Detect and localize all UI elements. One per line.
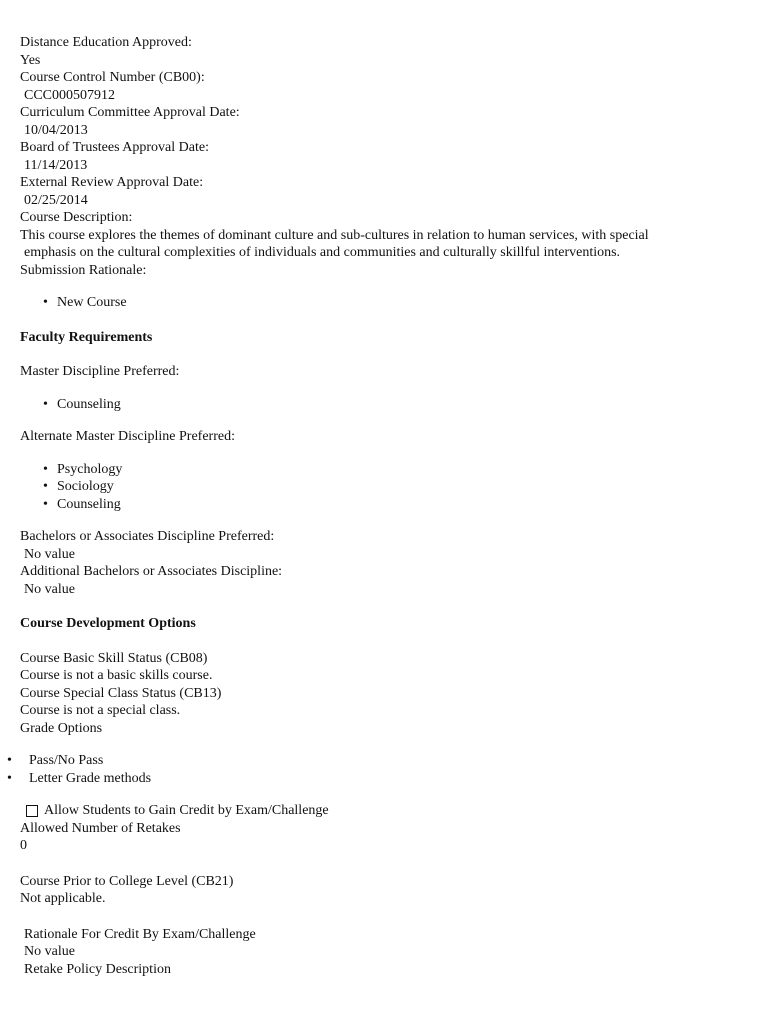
course-description-line: emphasis on the cultural complexities of individuals and communities and culturally skillful interventions. bbox=[24, 245, 621, 260]
board-approval-date: 11/14/2013 bbox=[24, 157, 88, 173]
additional-bachelors-value: No value bbox=[24, 581, 75, 597]
additional-bachelors-label: Additional Bachelors or Associates Discipline: bbox=[20, 564, 283, 579]
credit-by-exam-checkbox[interactable] bbox=[26, 805, 38, 817]
credit-by-exam-row bbox=[20, 802, 750, 820]
list-item: • Sociology bbox=[20, 478, 750, 496]
credit-by-exam-label: Allow Students to Gain Credit by Exam/Challenge bbox=[44, 803, 329, 818]
external-review-label: External Review Approval Date: bbox=[20, 175, 204, 190]
prior-college-level-label: Course Prior to College Level (CB21) bbox=[20, 873, 234, 889]
course-description-label: Course Description: bbox=[20, 210, 133, 225]
course-control-number-label: Course Control Number (CB00): bbox=[20, 70, 205, 85]
master-discipline-label: Master Discipline Preferred: bbox=[20, 364, 180, 379]
bachelors-discipline-label: Bachelors or Associates Discipline Preferred: bbox=[20, 529, 275, 544]
course-control-number-value: CCC000507912 bbox=[24, 87, 116, 103]
list-item: • Pass/No Pass bbox=[20, 752, 750, 770]
course-description-line: This course explores the themes of dominant culture and sub-cultures in relation to human services, with special bbox=[20, 227, 649, 243]
bachelors-discipline-value: No value bbox=[24, 546, 75, 562]
list-item: • Counseling bbox=[20, 396, 750, 414]
external-review-date: 02/25/2014 bbox=[24, 192, 88, 208]
distance-education-label: Distance Education Approved: bbox=[20, 35, 192, 50]
allowed-retakes-label: Allowed Number of Retakes bbox=[20, 820, 181, 836]
special-class-status-value: Course is not a special class. bbox=[20, 703, 181, 718]
credit-exam-rationale-value: No value bbox=[24, 944, 75, 959]
special-class-status-label: Course Special Class Status (CB13) bbox=[20, 685, 222, 701]
allowed-retakes-value: 0 bbox=[20, 838, 27, 853]
list-item: • Counseling bbox=[20, 496, 750, 514]
master-discipline-list bbox=[20, 396, 750, 414]
basic-skill-status-label: Course Basic Skill Status (CB08) bbox=[20, 650, 208, 666]
course-development-heading: Course Development Options bbox=[20, 616, 196, 631]
board-approval-label: Board of Trustees Approval Date: bbox=[20, 140, 209, 155]
alternate-discipline-label: Alternate Master Discipline Preferred: bbox=[20, 429, 235, 444]
basic-skill-status-value: Course is not a basic skills course. bbox=[20, 668, 213, 683]
list-item: • Psychology bbox=[20, 461, 750, 479]
course-description-text bbox=[20, 227, 750, 262]
list-item: • Letter Grade methods bbox=[20, 770, 750, 788]
distance-education-value: Yes bbox=[20, 52, 41, 68]
faculty-requirements-heading: Faculty Requirements bbox=[20, 329, 153, 345]
list-item: • New Course bbox=[20, 294, 750, 312]
curriculum-approval-date: 10/04/2013 bbox=[24, 122, 88, 138]
submission-rationale-label: Submission Rationale: bbox=[20, 262, 147, 278]
curriculum-approval-label: Curriculum Committee Approval Date: bbox=[20, 105, 240, 120]
retake-policy-label: Retake Policy Description bbox=[24, 961, 171, 977]
prior-college-level-value: Not applicable. bbox=[20, 891, 106, 906]
submission-rationale-list bbox=[20, 294, 750, 312]
grade-options-label: Grade Options bbox=[20, 720, 103, 736]
credit-exam-rationale-label: Rationale For Credit By Exam/Challenge bbox=[24, 926, 256, 942]
grade-options-list bbox=[20, 752, 750, 787]
course-outline-page bbox=[20, 34, 750, 978]
alternate-discipline-list bbox=[20, 461, 750, 514]
